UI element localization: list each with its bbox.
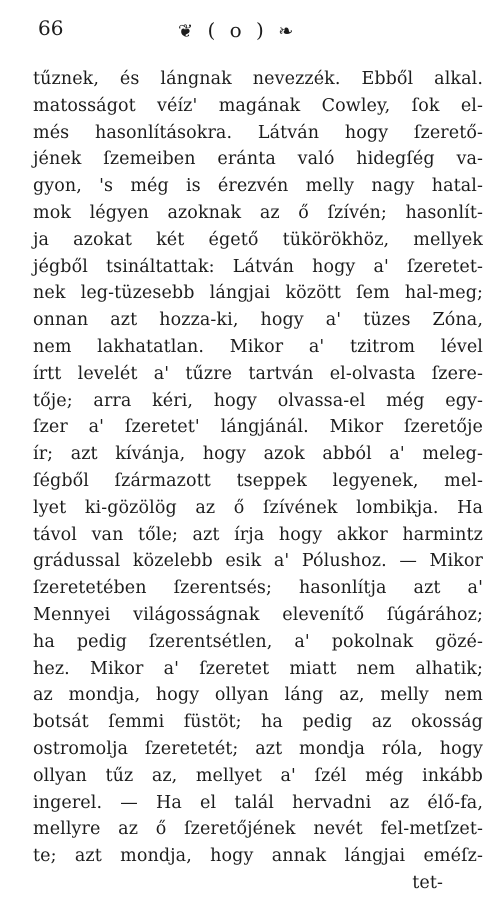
text-line: més hasonlításokra. Látván hogy ſzerető- (33, 122, 483, 143)
text-line: grádussal közelebb esik a' Pólushoz. — Mikor (33, 551, 483, 572)
text-line: mok légyen azoknak az ő ſzívén; hasonlít- (33, 202, 483, 223)
text-line: nek leg-tüzesebb lángjai között ſem hal-meg; (33, 283, 483, 304)
text-line: tűznek, és lángnak nevezzék. Ebből alkal. (33, 69, 483, 89)
text-line: írtt levelét a' tűzre tartván el-olvasta ſzere- (33, 363, 483, 384)
text-line: ollyan tűz az, mellyet a' ſzél még inkább (33, 765, 483, 786)
page-header (38, 10, 478, 50)
text-line: lyet ki-gözölög az ő ſzívének lombikja. Ha (33, 497, 483, 518)
text-line: hez. Mikor a' ſzeretet miatt nem alhatik; (33, 658, 483, 679)
text-line: ſégből ſzármazott tseppek legyenek, mel- (33, 470, 483, 491)
text-line: jének ſzemeiben eránta való hidegſég va- (33, 149, 483, 170)
text-line: botsát ſemmi füstöt; ha pedig az okosság (33, 712, 483, 733)
text-line: az mondja, hogy ollyan láng az, melly nem (33, 685, 483, 706)
text-line: ostromolja ſzeretetét; azt mondja róla, hogy (33, 738, 483, 759)
catchword: tet- (412, 872, 443, 893)
text-line: Mennyei világosságnak elevenítő ſúgárához; (33, 604, 483, 625)
text-line: ha pedig ſzerentsétlen, a' pokolnak gözé- (33, 631, 483, 652)
text-line: onnan azt hozza-ki, hogy a' tüzes Zóna, (33, 310, 483, 331)
text-line: ſzeretetében ſzerentsés; hasonlítja azt a' (33, 578, 483, 599)
text-line: ſzer a' ſzeretet' lángjánál. Mikor ſzeretője (33, 417, 483, 438)
text-line: ír; azt kívánja, hogy azok abból a' meleg- (33, 444, 483, 465)
text-line: mellyre az ő ſzeretőjének nevét fel-metſzet- (33, 819, 483, 840)
text-line: matosságot véíz' magának Cowley, ſok el- (33, 95, 483, 116)
text-line: tője; arra kéri, hogy olvassa-el még egy- (33, 390, 483, 411)
ornament-text: ( o ) (207, 18, 268, 42)
fleuron-left-icon: ❦ (178, 21, 198, 42)
text-line: nem lakhatatlan. Mikor a' tzitrom lével (33, 336, 483, 357)
page-number: 66 (38, 16, 64, 40)
text-line: jégből tsináltattak: Látván hogy a' ſzeretet- (33, 256, 483, 277)
text-line: ingerel. — Ha el talál hervadni az élő-fa, (33, 792, 483, 813)
text-line: gyon, 's még is érezvén melly nagy hatal- (33, 176, 483, 197)
header-ornament (178, 16, 297, 46)
text-line: ja azokat két égető tükörökhöz, mellyek (33, 229, 483, 250)
text-line: te; azt mondja, hogy annak lángjai eméſz- (33, 846, 483, 867)
fleuron-right-icon: ❧ (278, 21, 298, 42)
text-line: távol van tőle; azt írja hogy akkor harmintz (33, 524, 483, 545)
body-text (33, 66, 483, 897)
